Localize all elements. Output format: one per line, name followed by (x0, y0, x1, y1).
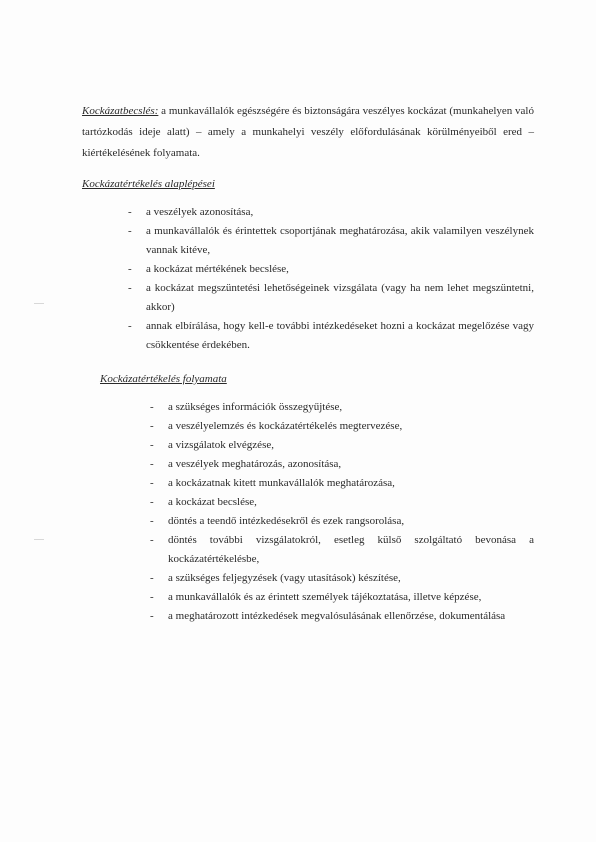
list-item: - a munkavállalók és az érintett személyek tájékoztatása, illetve képzése, (150, 588, 534, 607)
list-item: - a veszélyek meghatározás, azonosítása, (150, 455, 534, 474)
list-item: - a kockázat becslése, (150, 493, 534, 512)
list-item: - annak elbírálása, hogy kell-e további intézkedéseket hozni a kockázat megelőzése vagy csökkentése érdekében. (128, 317, 534, 355)
definition-paragraph (82, 101, 534, 164)
scan-margin-mark (34, 539, 44, 540)
list-item: - a veszélyelemzés és kockázatértékelés megtervezése, (150, 417, 534, 436)
list-item: - döntés további vizsgálatokról, esetleg külső szolgáltató bevonása a kockázatértékelésbe, (150, 531, 534, 569)
section-heading-basic-steps: Kockázatértékelés alaplépései (82, 178, 215, 190)
basic-steps-list (128, 203, 534, 355)
list-item: - a meghatározott intézkedések megvalósulásának ellenőrzése, dokumentálása (150, 607, 534, 626)
list-item: - a szükséges feljegyzések (vagy utasítások) készítése, (150, 569, 534, 588)
list-item: - a munkavállalók és érintettek csoportjának meghatározása, akik valamilyen veszélynek vannak kitéve, (128, 222, 534, 260)
list-item: - döntés a teendő intézkedésekről és ezek rangsorolása, (150, 512, 534, 531)
process-steps-list (150, 398, 534, 626)
section-heading-process: Kockázatértékelés folyamata (100, 373, 227, 385)
list-item: - a szükséges információk összegyűjtése, (150, 398, 534, 417)
definition-term: Kockázatbecslés: (82, 105, 159, 117)
definition-text: a munkavállalók egészségére és biztonságára veszélyes kockázat (munkahelyen való tartózkodás ideje alatt) – amely a munkahelyi veszély előfordulásának körülményeiből ered – kiértékelésének folyamata. (82, 105, 534, 159)
list-item: - a veszélyek azonosítása, (128, 203, 534, 222)
list-item: - a kockázatnak kitett munkavállalók meghatározása, (150, 474, 534, 493)
scan-margin-mark (34, 303, 44, 304)
list-item: - a kockázat megszüntetési lehetőségeinek vizsgálata (vagy ha nem lehet megszüntetni, akkor) (128, 279, 534, 317)
list-item: - a kockázat mértékének becslése, (128, 260, 534, 279)
list-item: - a vizsgálatok elvégzése, (150, 436, 534, 455)
